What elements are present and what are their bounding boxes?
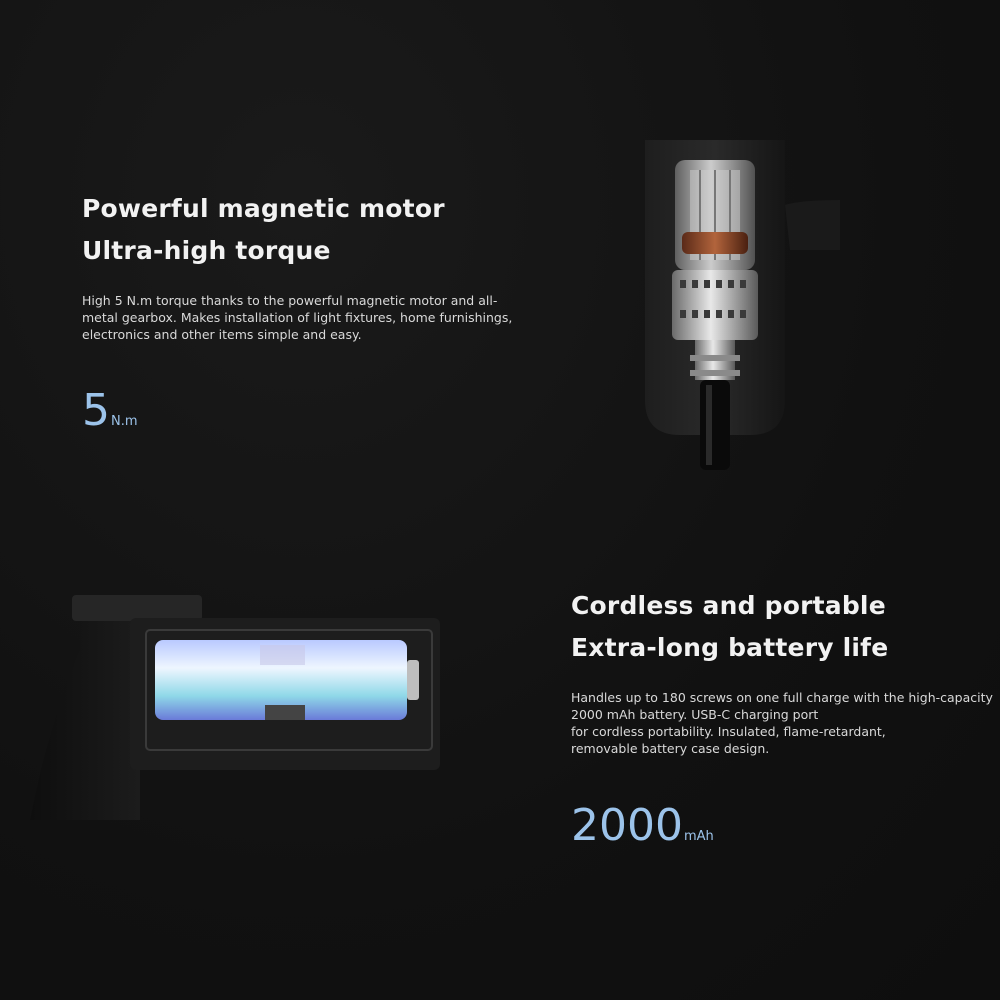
motor-desc-line: High 5 N.m torque thanks to the powerful magnetic motor and all- [82, 293, 498, 308]
motor-description [82, 292, 542, 343]
motor-title-line1: Powerful magnetic motor [82, 194, 445, 223]
torque-stat [82, 385, 138, 436]
battery-desc-line: 2000 mAh battery. USB-C charging port [571, 707, 819, 722]
battery-capacity-value: 2000 [571, 800, 683, 851]
battery-title-line2: Extra-long battery life [571, 633, 889, 662]
battery-capacity-unit: mAh [683, 829, 714, 844]
battery-feature-text [571, 585, 991, 757]
battery-capacity-stat [571, 800, 714, 851]
torque-value: 5 [82, 385, 110, 436]
battery-cutaway-illustration [20, 520, 450, 840]
motor-desc-line: metal gearbox. Makes installation of light fixtures, home furnishings, [82, 310, 513, 325]
torque-unit: N.m [111, 414, 138, 429]
motor-cutaway-illustration [600, 130, 840, 490]
motor-feature-text [82, 188, 542, 343]
battery-title-line1: Cordless and portable [571, 591, 886, 620]
battery-description [571, 689, 991, 757]
battery-desc-line: Handles up to 180 screws on one full charge with the high-capacity [571, 690, 993, 705]
battery-desc-line: for cordless portability. Insulated, flame-retardant, [571, 724, 886, 739]
battery-desc-line: removable battery case design. [571, 741, 770, 756]
motor-desc-line: electronics and other items simple and easy. [82, 327, 362, 342]
motor-title-line2: Ultra-high torque [82, 236, 331, 265]
